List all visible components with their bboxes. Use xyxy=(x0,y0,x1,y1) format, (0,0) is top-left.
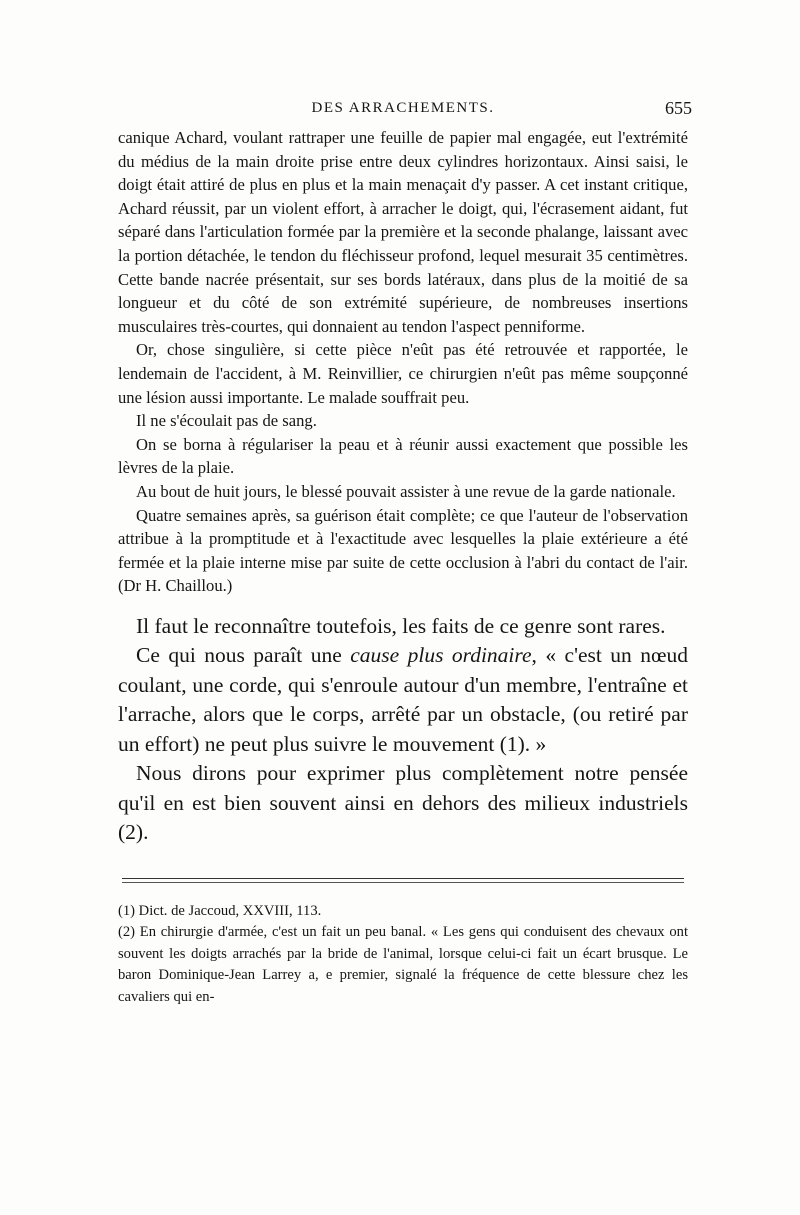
body-large-text xyxy=(118,612,688,848)
page-number: 655 xyxy=(665,98,692,118)
footnotes xyxy=(118,901,688,1009)
paragraph-recovery-week: Au bout de huit jours, le blessé pouvait assister à une revue de la garde nationale. xyxy=(136,481,676,501)
page xyxy=(118,98,692,1008)
common-cause-italic: cause plus ordinaire xyxy=(350,643,532,668)
paragraph-treatment: On se borna à régulariser la peau et à réunir aussi exactement que possible les lèvres de la plaie. xyxy=(118,434,688,478)
common-cause-lead: Ce qui nous paraît une xyxy=(136,643,351,668)
paragraph-case-description: canique Achard, voulant rattraper une feuille de papier mal engagée, eut l'extrémité du médius de la main droite prise entre deux cylindres horizontaux. Ainsi saisi, le doigt était attiré de plus en plus et la main menaçait d'y passer. A cet instant critique, Achard réussit, par un violent effort, à arracher le doigt, qui, l'écrasement aidant, fut séparé dans l'articulation formée par la première et la seconde phalange, laissant avec la portion détachée, le tendon du fléchisseur profond, lequel mesurait 35 centimètres. Cette bande nacrée présentait, sur ses bords latéraux, dans plus de la moitié de sa longueur et du côté de son extrémité supérieure, de nombreuses insertions musculaires très-courtes, qui donnaient au tendon l'aspect penniforme. xyxy=(118,128,688,336)
footnote-separator xyxy=(118,878,688,883)
body-small-text xyxy=(118,126,688,598)
footnote-2: (2) En chirurgie d'armée, c'est un fait un peu banal. « Les gens qui conduisent des chevaux ont souvent les doigts arrachés par la bride de l'animal, lorsque celui-ci fait un écart brusque. Le baron Dominique-Jean Larrey a, e premier, signalé la fréquence de cette blessure chez les cavaliers qui en- xyxy=(118,924,688,1005)
paragraph-common-cause xyxy=(118,641,688,759)
page-header xyxy=(118,98,692,124)
paragraph-rare-facts: Il faut le reconnaître toutefois, les faits de ce genre sont rares. xyxy=(136,613,666,638)
paragraph-no-blood: Il ne s'écoulait pas de sang. xyxy=(136,411,317,431)
footnote-1: (1) Dict. de Jaccoud, XXVIII, 113. xyxy=(118,902,322,919)
running-title: DES ARRACHEMENTS. xyxy=(311,100,495,116)
paragraph-remark: Or, chose singulière, si cette pièce n'eût pas été retrouvée et rapportée, le lendemain de l'accident, à M. Reinvillier, ce chirurgien n'eût pas même soupçonné une lésion aussi importante. Le malade souffrait peu. xyxy=(118,340,688,407)
paragraph-recovery-complete: Quatre semaines après, sa guérison était complète; ce que l'auteur de l'observation attribue à la promptitude et à l'exactitude avec lesquelles la plaie extérieure a été fermée et la plaie interne mise par suite de cette occlusion à l'abri du contact de l'air. (Dr H. Chaillou.) xyxy=(118,505,688,596)
paragraph-industrial: Nous dirons pour exprimer plus complètement notre pensée qu'il en est bien souvent ainsi en dehors des milieux industriels (2). xyxy=(118,761,688,845)
common-cause-quote: , « c'est un nœud coulant, une corde, qui s'enroule autour d'un membre, l'entraîne et l'arrache, alors que le corps, arrêté par un obstacle, (ou retiré par un effort) ne peut plus suivre le mouvement (1). » xyxy=(118,643,689,756)
